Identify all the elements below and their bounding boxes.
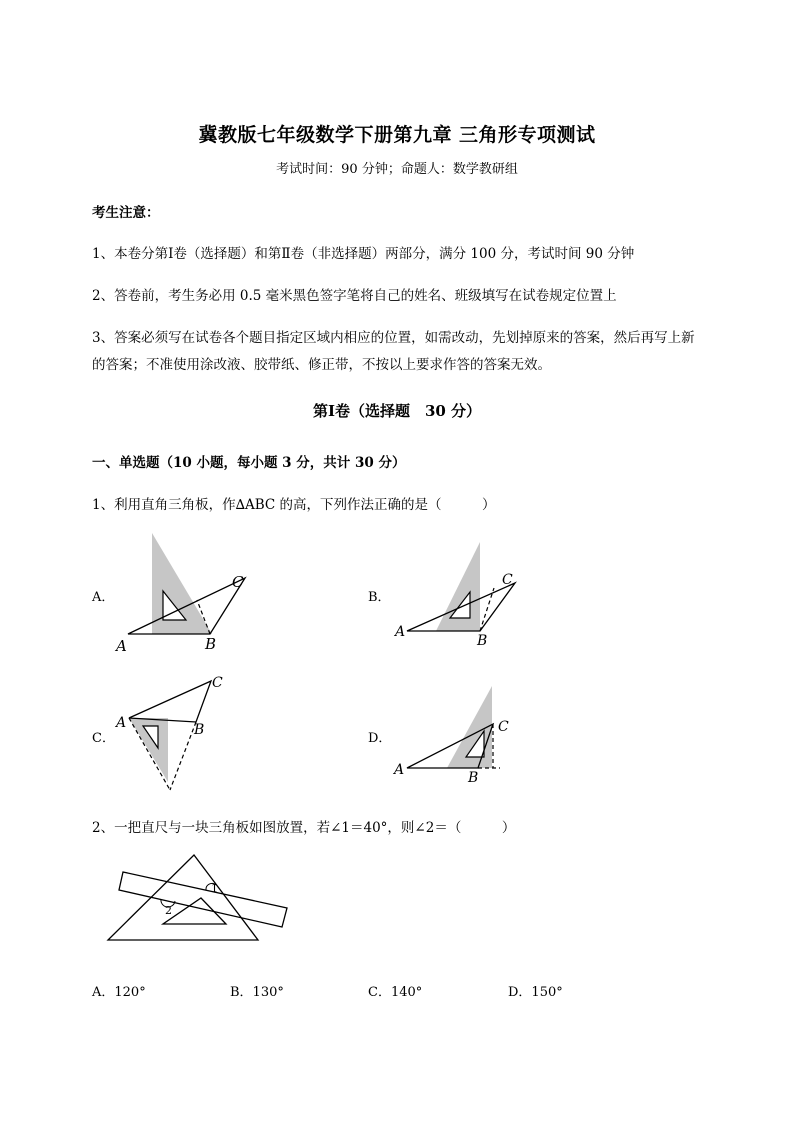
question-1-stem: 1、利用直角三角板，作∆ABC 的高，下列作法正确的是（ ） bbox=[92, 497, 496, 513]
vertex-label-a: A bbox=[394, 762, 405, 778]
vertex-label-c: C bbox=[212, 675, 223, 691]
q2-option-b[interactable]: B．130° bbox=[230, 985, 284, 1000]
q2-option-c[interactable]: C．140° bbox=[368, 985, 423, 1000]
q1-option-a-label[interactable]: A． bbox=[92, 590, 115, 605]
notice-heading: 考生注意： bbox=[92, 205, 160, 221]
section-heading: 一、单选题（10 小题，每小题 3 分，共计 30 分） bbox=[92, 455, 406, 471]
vertex-label-c: C bbox=[232, 573, 244, 591]
vertex-label-b: B bbox=[468, 770, 479, 786]
angle-label-1: 1 bbox=[211, 882, 218, 895]
vertex-label-b: B bbox=[477, 633, 488, 649]
vertex-label-b: B bbox=[205, 635, 217, 653]
vertex-label-a: A bbox=[116, 715, 127, 731]
angle-label-2: 2 bbox=[165, 904, 172, 917]
question-2-stem: 2、一把直尺与一块三角板如图放置，若∠1＝40°，则∠2＝（ ） bbox=[92, 820, 516, 836]
vertex-label-a: A bbox=[116, 637, 127, 655]
q1-option-d-label[interactable]: D． bbox=[368, 731, 392, 746]
vertex-label-c: C bbox=[502, 572, 513, 588]
q1-option-b-label[interactable]: B． bbox=[368, 590, 391, 605]
vertex-label-b: B bbox=[194, 722, 205, 738]
notice-item-2: 2、答卷前，考生务必用 0.5 毫米黑色签字笔将自己的姓名、班级填写在试卷规定位置上 bbox=[92, 288, 617, 304]
set-square-outer bbox=[108, 855, 258, 940]
exam-subtitle: 考试时间：90 分钟；命题人：数学教研组 bbox=[276, 162, 518, 177]
part-title: 第Ⅰ卷（选择题 30 分） bbox=[312, 402, 482, 420]
vertex-label-c: C bbox=[498, 719, 509, 735]
q2-option-a[interactable]: A．120° bbox=[92, 985, 146, 1000]
notice-item-3: 3、答案必须写在试卷各个题目指定区域内相应的位置，如需改动，先划掉原来的答案，然后再写上新 bbox=[92, 330, 695, 346]
q2-option-d[interactable]: D．150° bbox=[508, 985, 563, 1000]
notice-item-1: 1、本卷分第Ⅰ卷（选择题）和第Ⅱ卷（非选择题）两部分，满分 100 分，考试时间 90 分钟 bbox=[92, 246, 635, 262]
vertex-label-a: A bbox=[395, 624, 406, 640]
page-title: 冀教版七年级数学下册第九章 三角形专项测试 bbox=[198, 124, 596, 146]
q1-option-c-label[interactable]: C． bbox=[92, 731, 115, 746]
notice-item-3-cont: 的答案；不准使用涂改液、胶带纸、修正带，不按以上要求作答的答案无效。 bbox=[92, 357, 551, 373]
